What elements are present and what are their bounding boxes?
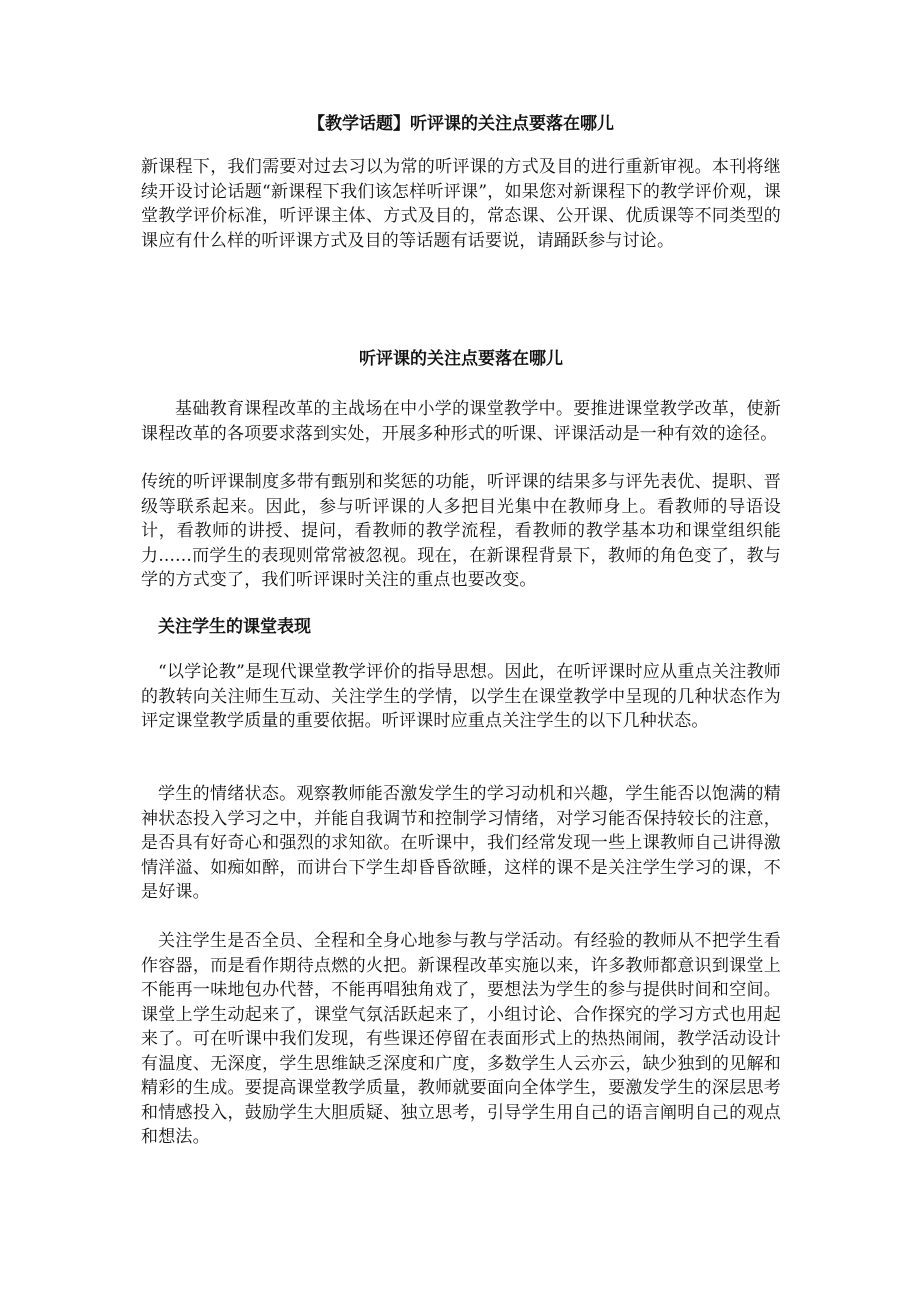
article-title: 听评课的关注点要落在哪儿 xyxy=(359,349,563,369)
body-paragraph-1: 基础教育课程改革的主战场在中小学的课堂教学中。要推进课堂教学改革，使新课程改革的各项要求落到实处，开展多种形式的听课、评课活动是一种有效的途径。 xyxy=(141,399,781,444)
document-title: 【教学话题】听评课的关注点要落在哪儿 xyxy=(308,114,614,134)
section-heading: 关注学生的课堂表现 xyxy=(158,617,311,637)
body-paragraph-3: “以学论教”是现代课堂教学评价的指导思想。因此，在听评课时应从重点关注教师的教转向关注师生互动、关注学生的学情，以学生在课堂教学中呈现的几种状态作为评定课堂教学质量的重要依据。听评课时应重点关注学生的以下几种状态。 xyxy=(141,662,781,731)
body-paragraph-2: 传统的听评课制度多带有甄别和奖惩的功能，听评课的结果多与评先表优、提职、晋级等联系起来。因此，参与听评课的人多把目光集中在教师身上。看教师的导语设计，看教师的讲授、提问，看教师的教学流程，看教师的教学基本功和课堂组织能力......而学生的表现则常常被忽视。现在，在新课程背景下，教师的角色变了，教与学的方式变了，我们听评课时关注的重点也要改变。 xyxy=(141,472,781,590)
intro-paragraph: 新课程下，我们需要对过去习以为常的听评课的方式及目的进行重新审视。本刊将继续开设讨论话题“新课程下我们该怎样听评课”，如果您对新课程下的教学评价观，课堂教学评价标准，听评课主体、方式及目的，常态课、公开课、优质课等不同类型的课应有什么样的听评课方式及目的等话题有话要说，请踊跃参与讨论。 xyxy=(141,157,781,251)
body-paragraph-4: 学生的情绪状态。观察教师能否激发学生的学习动机和兴趣，学生能否以饱满的精神状态投入学习之中，并能自我调节和控制学习情绪，对学习能否保持较长的注意，是否具有好奇心和强烈的求知欲。在听课中，我们经常发现一些上课教师自己讲得激情洋溢、如痴如醉，而讲台下学生却昏昏欲睡，这样的课不是关注学生学习的课，不是好课。 xyxy=(141,784,781,902)
body-paragraph-5: 关注学生是否全员、全程和全身心地参与教与学活动。有经验的教师从不把学生看作容器，而是看作期待点燃的火把。新课程改革实施以来，许多教师都意识到课堂上不能再一味地包办代替，不能再唱独角戏了，要想法为学生的参与提供时间和空间。课堂上学生动起来了，课堂气氛活跃起来了，小组讨论、合作探究的学习方式也用起来了。可在听课中我们发现，有些课还停留在表面形式上的热热闹闹，教学活动设计有温度、无深度，学生思维缺乏深度和广度，多数学生人云亦云，缺少独到的见解和精彩的生成。要提高课堂教学质量，教师就要面向全体学生，要激发学生的深层思考和情感投入，鼓励学生大胆质疑、独立思考，引导学生用自己的语言阐明自己的观点和想法。 xyxy=(141,931,781,1147)
